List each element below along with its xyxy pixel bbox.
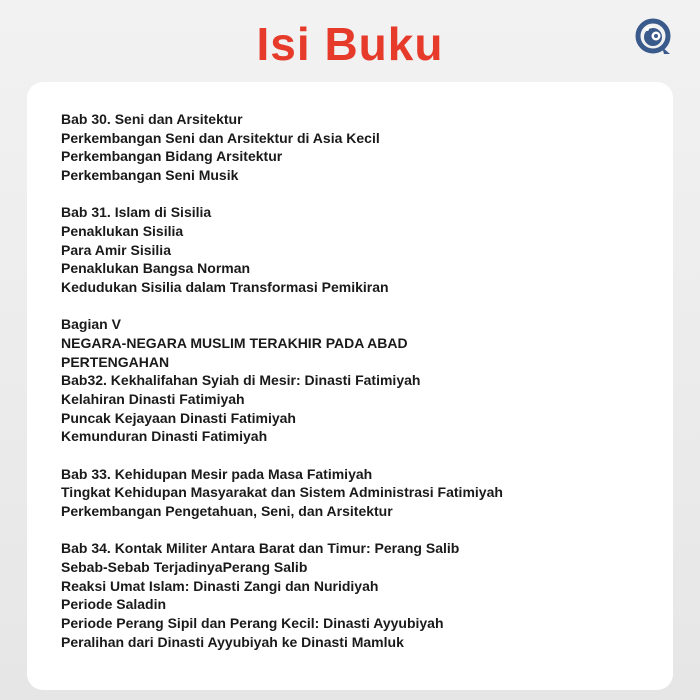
toc-line: Tingkat Kehidupan Masyarakat dan Sistem Administrasi Fatimiyah (61, 484, 503, 501)
toc-line: Sebab-Sebab TerjadinyaPerang Salib (61, 559, 308, 576)
toc-line: Penaklukan Bangsa Norman (61, 260, 251, 277)
toc-line: Bab 33. Kehidupan Mesir pada Masa Fatimiyah (61, 465, 373, 482)
toc-line: Reaksi Umat Islam: Dinasti Zangi dan Nuridiyah (61, 577, 379, 594)
toc-line: Para Amir Sisilia (61, 241, 171, 258)
toc-line: PERTENGAHAN (61, 353, 170, 370)
toc-line: Bab 34. Kontak Militer Antara Barat dan Timur: Perang Salib (61, 540, 460, 557)
toc-line: Perkembangan Seni dan Arsitektur di Asia Kecil (61, 129, 380, 146)
toc-line: Bagian V (61, 316, 121, 333)
toc-line: Penaklukan Sisilia (61, 223, 184, 240)
toc-line: Kelahiran Dinasti Fatimiyah (61, 391, 245, 408)
toc-line: Puncak Kejayaan Dinasti Fatimiyah (61, 409, 296, 426)
toc-line: Peralihan dari Dinasti Ayyubiyah ke Dinasti Mamluk (61, 633, 404, 650)
page-title: Isi Buku (256, 18, 444, 70)
toc-line: Kedudukan Sisilia dalam Transformasi Pemikiran (61, 279, 389, 296)
blank-line (61, 446, 503, 465)
blank-line (61, 297, 503, 316)
toc-line: Bab32. Kekhalifahan Syiah di Mesir: Dinasti Fatimiyah (61, 372, 421, 389)
toc-line: Periode Perang Sipil dan Perang Kecil: Dinasti Ayyubiyah (61, 615, 444, 632)
toc-line: Periode Saladin (61, 596, 167, 613)
toc-line: Kemunduran Dinasti Fatimiyah (61, 428, 268, 445)
blank-line (61, 185, 503, 204)
toc-line: NEGARA-NEGARA MUSLIM TERAKHIR PADA ABAD (61, 335, 408, 352)
toc-line: Perkembangan Pengetahuan, Seni, dan Arsitektur (61, 503, 393, 520)
toc-line: Perkembangan Bidang Arsitektur (61, 148, 283, 165)
toc-line: Perkembangan Seni Musik (61, 167, 239, 184)
toc-line: Bab 30. Seni dan Arsitektur (61, 111, 243, 127)
toc-line: Bab 31. Islam di Sisilia (61, 204, 212, 221)
blank-line (61, 521, 503, 540)
q-logo-icon (634, 17, 674, 57)
table-of-contents (61, 110, 503, 651)
